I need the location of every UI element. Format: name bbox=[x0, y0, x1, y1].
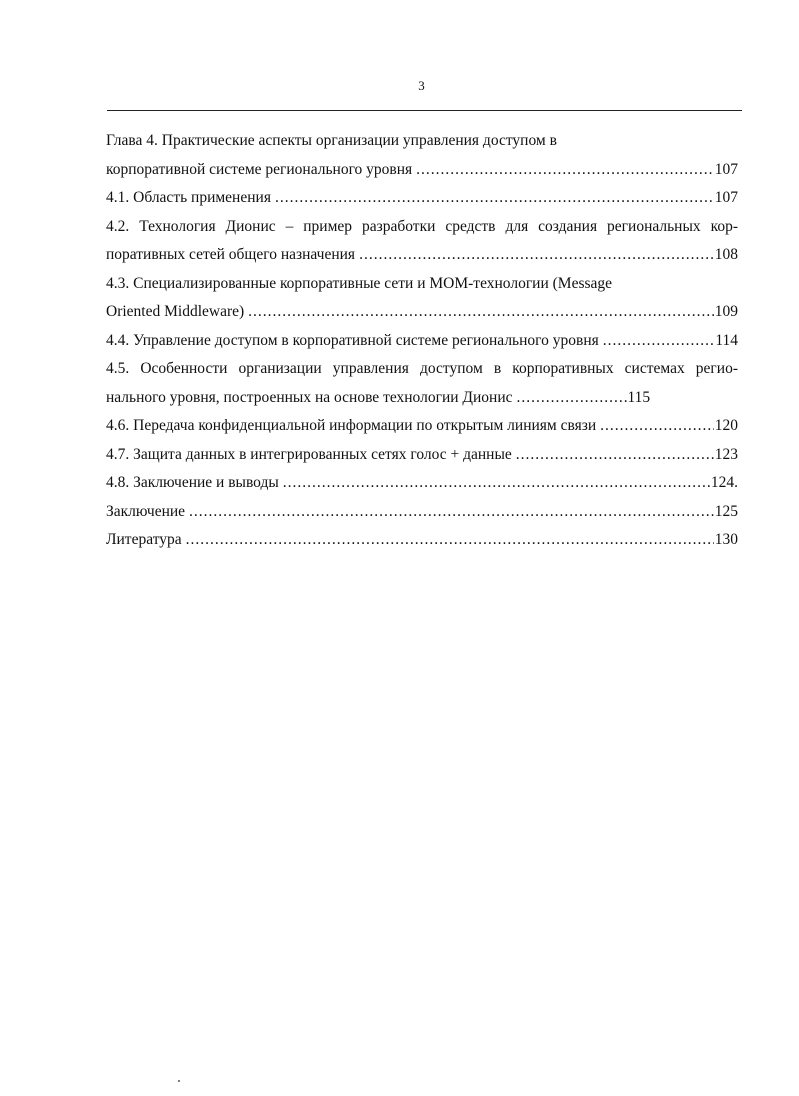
dot-leader bbox=[186, 526, 714, 555]
dot-leader bbox=[359, 241, 714, 270]
toc-entry-text: 4.8. Заключение и выводы bbox=[106, 474, 279, 491]
toc-page-number: 107 bbox=[714, 160, 738, 178]
toc-entry-text: поративных сетей общего назначения bbox=[106, 246, 356, 263]
toc-page-number: 130 bbox=[714, 531, 738, 548]
toc-entry-text: 4.6. Передача конфиденциальной информации по открытым линиям связи bbox=[106, 417, 597, 434]
toc-entry-conclusion bbox=[106, 498, 738, 527]
toc-entry-4-6 bbox=[106, 412, 738, 441]
toc-page-number: 107 bbox=[714, 189, 738, 206]
toc-entry-chapter4-line2 bbox=[106, 156, 738, 185]
toc-page-number: 125 bbox=[714, 502, 738, 520]
toc-entry-4-5-line1 bbox=[106, 355, 738, 384]
dot-leader bbox=[600, 412, 714, 441]
toc-entry-text: 4.1. Область применения bbox=[106, 189, 271, 206]
toc-entry-4-4 bbox=[106, 327, 738, 356]
toc-entry-4-3-line2 bbox=[106, 298, 738, 327]
table-of-contents bbox=[106, 127, 738, 555]
toc-entry-text: Глава 4. Практические аспекты организации управления доступом в bbox=[106, 132, 557, 149]
dot-leader bbox=[283, 469, 710, 498]
toc-entry-4-8 bbox=[106, 469, 738, 498]
scan-speck bbox=[178, 1080, 180, 1082]
toc-entry-text: Oriented Middleware) bbox=[106, 303, 245, 320]
toc-entry-text: Литература bbox=[106, 531, 182, 548]
toc-entry-text: 4.2. Технология Дионис – пример разработки средств для создания региональных кор- bbox=[106, 217, 738, 235]
toc-entry-literature bbox=[106, 526, 738, 555]
toc-entry-4-3-line1 bbox=[106, 270, 738, 299]
toc-entry-text: 4.4. Управление доступом в корпоративной системе регионального уровня bbox=[106, 331, 599, 349]
toc-entry-text: 4.5. Особенности организации управления доступом в корпоративных системах регио- bbox=[106, 360, 738, 377]
toc-page-number: 115 bbox=[627, 388, 651, 406]
toc-entry-text: 4.3. Специализированные корпоративные сети и МОМ-технологии (Message bbox=[106, 274, 613, 292]
toc-entry-text: Заключение bbox=[106, 502, 186, 520]
dot-leader bbox=[189, 498, 714, 527]
toc-entry-text: 4.7. Защита данных в интегрированных сетях голос + данные bbox=[106, 445, 512, 463]
toc-entry-4-5-line2 bbox=[106, 384, 738, 413]
toc-entry-4-7 bbox=[106, 441, 738, 470]
toc-page-number: 108 bbox=[714, 246, 738, 263]
dot-leader bbox=[603, 327, 715, 356]
dot-leader bbox=[248, 298, 714, 327]
dot-leader bbox=[516, 441, 714, 470]
toc-page-number: 123 bbox=[714, 445, 738, 463]
toc-page-number: 120 bbox=[714, 417, 738, 434]
toc-page-number: 114 bbox=[715, 331, 738, 349]
toc-entry-text: корпоративной системе регионального уровня bbox=[106, 160, 413, 178]
toc-entry-4-1 bbox=[106, 184, 738, 213]
toc-entry-text: нального уровня, построенных на основе технологии Дионис bbox=[106, 388, 513, 406]
toc-entry-chapter4-line1 bbox=[106, 127, 738, 156]
page-number: 3 bbox=[418, 78, 425, 93]
dot-leader bbox=[275, 184, 714, 213]
toc-page-number: 124. bbox=[710, 474, 738, 491]
toc-entry-4-2-line1 bbox=[106, 213, 738, 242]
toc-page-number: 109 bbox=[714, 303, 738, 320]
dot-leader bbox=[517, 384, 627, 413]
header-rule bbox=[107, 110, 742, 111]
dot-leader bbox=[416, 156, 714, 185]
toc-entry-4-2-line2 bbox=[106, 241, 738, 270]
